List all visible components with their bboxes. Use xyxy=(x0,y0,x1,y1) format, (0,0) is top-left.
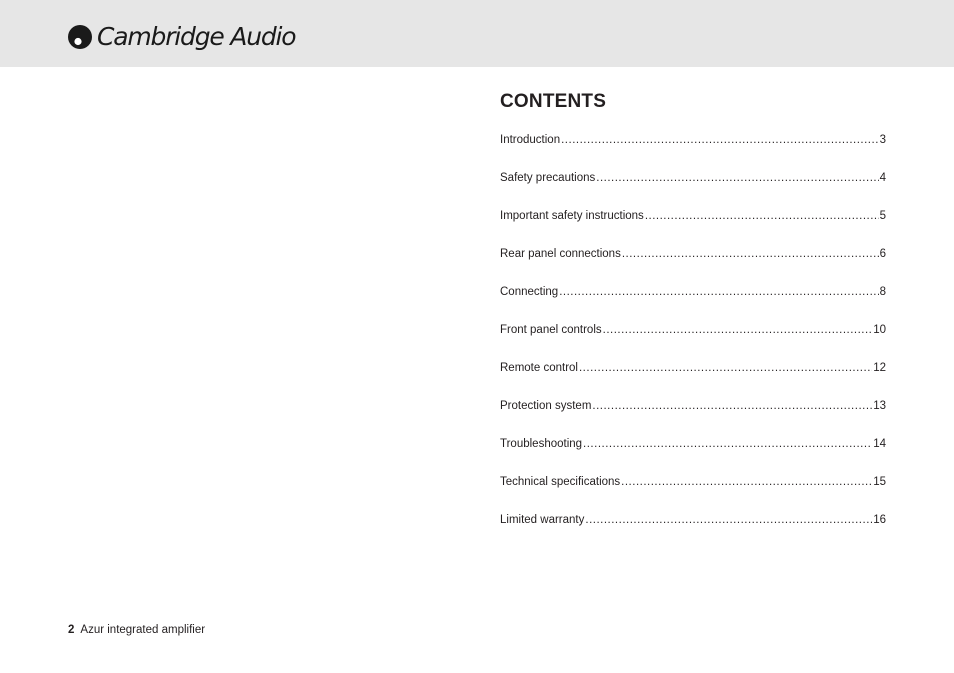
toc-entry[interactable] xyxy=(500,130,886,168)
toc-entry-label: Rear panel connections xyxy=(500,248,621,260)
page-number: 2 xyxy=(68,624,75,636)
toc-entry-label: Troubleshooting xyxy=(500,438,583,450)
toc-dot-leader xyxy=(645,206,879,226)
toc-entry[interactable] xyxy=(500,206,886,244)
toc-entry-page: 3 xyxy=(879,134,886,146)
toc-entry[interactable] xyxy=(500,510,886,548)
brand-logo xyxy=(68,20,295,54)
cambridge-audio-logo-icon xyxy=(68,25,92,49)
toc-dot-leader xyxy=(592,396,872,416)
brand-name: Cambridge Audio xyxy=(97,22,296,51)
toc-entry-label: Remote control xyxy=(500,362,578,374)
toc-entry[interactable] xyxy=(500,320,886,358)
page-footer xyxy=(68,621,205,639)
toc-dot-leader xyxy=(621,472,872,492)
toc-entry[interactable] xyxy=(500,168,886,206)
product-name: Azur integrated amplifier xyxy=(80,624,206,636)
contents-title: CONTENTS xyxy=(500,91,607,112)
toc-entry-page: 14 xyxy=(873,438,886,450)
toc-entry[interactable] xyxy=(500,396,886,434)
toc-entry[interactable] xyxy=(500,434,886,472)
toc-dot-leader xyxy=(559,282,878,302)
toc-dot-leader xyxy=(596,168,878,188)
page-header xyxy=(0,0,954,67)
toc-entry[interactable] xyxy=(500,358,886,396)
toc-entry-page: 10 xyxy=(873,324,886,336)
toc-entry-label: Safety precautions xyxy=(500,172,596,184)
toc-entry-label: Front panel controls xyxy=(500,324,602,336)
toc-entry-label: Limited warranty xyxy=(500,514,585,526)
toc-entry-label: Connecting xyxy=(500,286,559,298)
toc-entry-page: 6 xyxy=(879,248,886,260)
toc-entry-page: 16 xyxy=(873,514,886,526)
toc-entry-label: Technical specifications xyxy=(500,476,621,488)
toc-entry-page: 13 xyxy=(873,400,886,412)
toc-entry-page: 8 xyxy=(879,286,886,298)
toc-entry-page: 12 xyxy=(873,362,886,374)
toc-dot-leader xyxy=(579,358,872,378)
toc-dot-leader xyxy=(603,320,873,340)
toc-dot-leader xyxy=(585,510,872,530)
toc-dot-leader xyxy=(622,244,879,264)
toc-entry[interactable] xyxy=(500,282,886,320)
toc-entry-page: 5 xyxy=(879,210,886,222)
toc-dot-leader xyxy=(561,130,878,150)
toc-entry-label: Introduction xyxy=(500,134,561,146)
toc-entry-page: 15 xyxy=(873,476,886,488)
toc-entry-page: 4 xyxy=(879,172,886,184)
toc-dot-leader xyxy=(583,434,872,454)
toc-entry-label: Important safety instructions xyxy=(500,210,644,222)
toc-entry[interactable] xyxy=(500,244,886,282)
toc-entry-label: Protection system xyxy=(500,400,592,412)
table-of-contents xyxy=(500,130,886,548)
toc-entry[interactable] xyxy=(500,472,886,510)
